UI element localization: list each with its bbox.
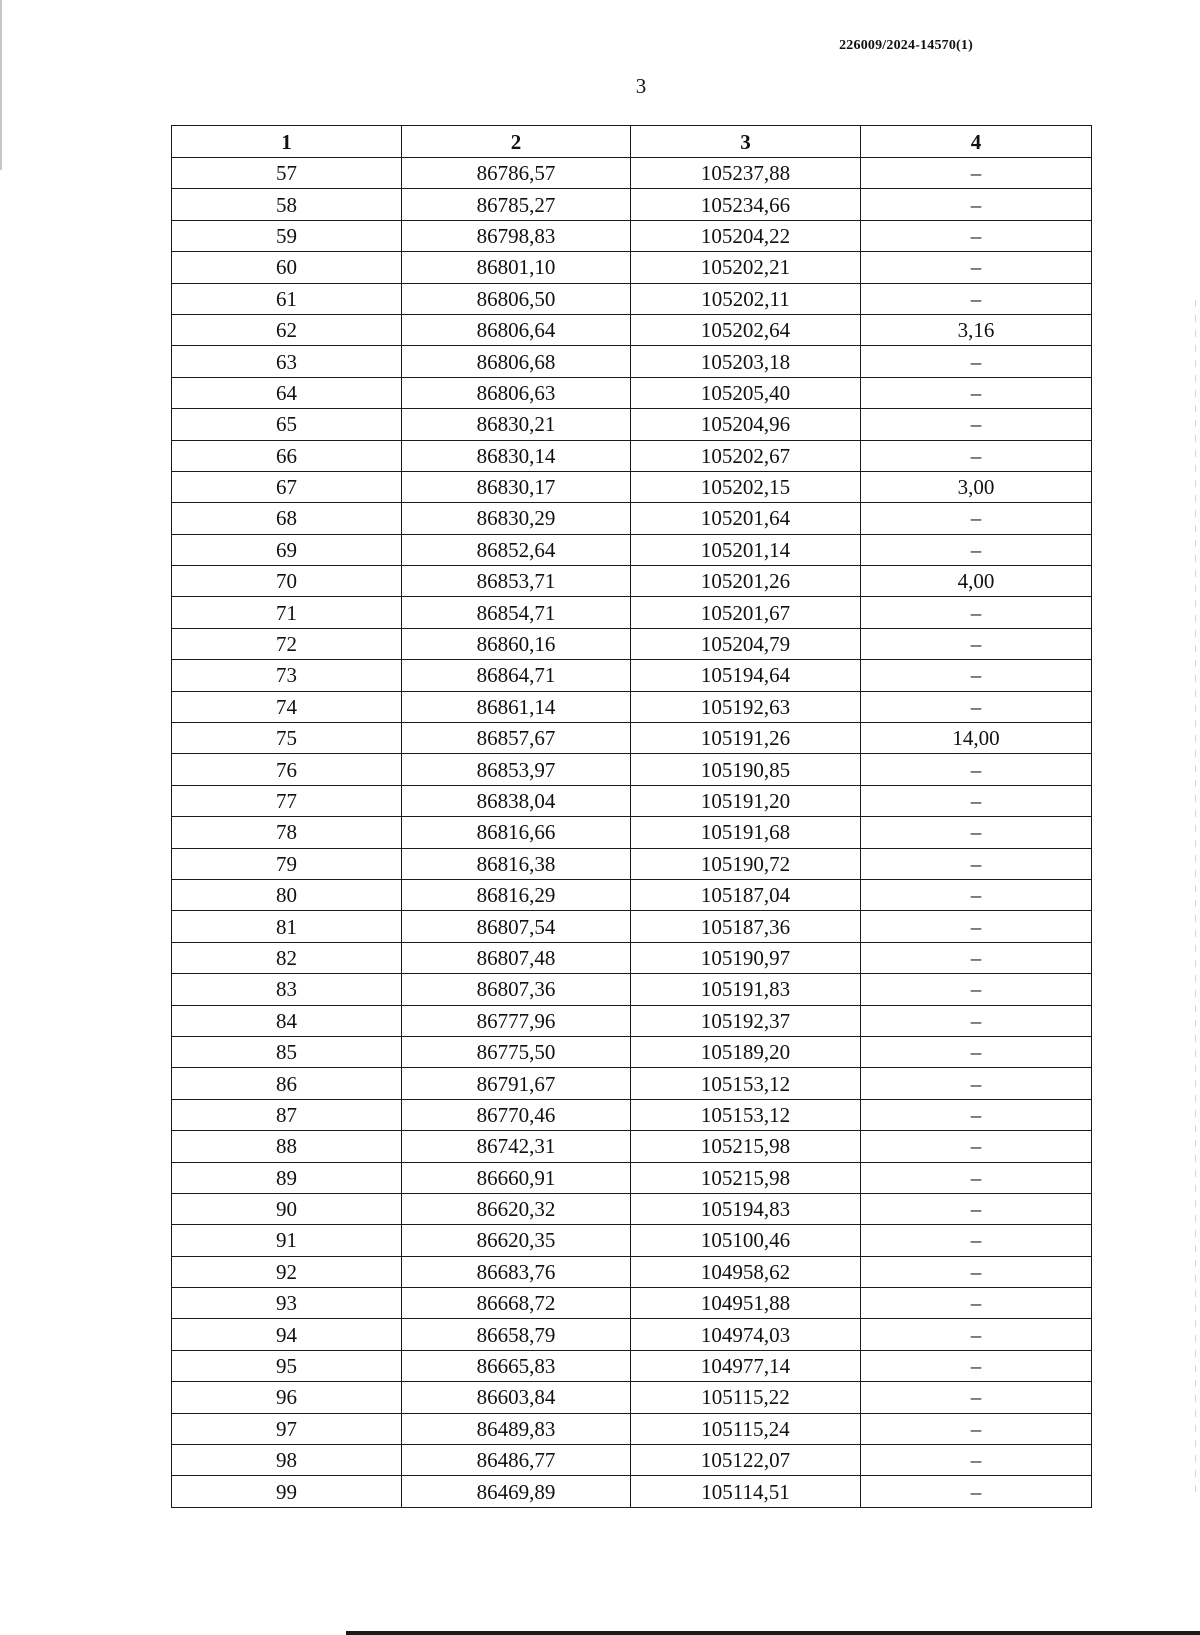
value-cell: – <box>861 597 1092 628</box>
point-number-cell: 58 <box>172 189 402 220</box>
table-row <box>172 1099 1092 1130</box>
table-row <box>172 471 1092 502</box>
table-row <box>172 566 1092 597</box>
y-coordinate-cell: 105201,26 <box>631 566 861 597</box>
value-cell: – <box>861 1319 1092 1350</box>
x-coordinate-cell: 86830,17 <box>402 471 631 502</box>
x-coordinate-cell: 86853,71 <box>402 566 631 597</box>
x-coordinate-cell: 86806,63 <box>402 377 631 408</box>
value-cell: – <box>861 1036 1092 1067</box>
table-row <box>172 252 1092 283</box>
point-number-cell: 73 <box>172 660 402 691</box>
table-row <box>172 1445 1092 1476</box>
table-row <box>172 785 1092 816</box>
x-coordinate-cell: 86830,21 <box>402 409 631 440</box>
x-coordinate-cell: 86830,14 <box>402 440 631 471</box>
x-coordinate-cell: 86786,57 <box>402 158 631 189</box>
table-row <box>172 440 1092 471</box>
y-coordinate-cell: 105202,67 <box>631 440 861 471</box>
x-coordinate-cell: 86668,72 <box>402 1288 631 1319</box>
point-number-cell: 86 <box>172 1068 402 1099</box>
y-coordinate-cell: 105204,79 <box>631 628 861 659</box>
point-number-cell: 80 <box>172 879 402 910</box>
value-cell: – <box>861 1068 1092 1099</box>
value-cell: – <box>861 440 1092 471</box>
table-row <box>172 723 1092 754</box>
y-coordinate-cell: 105153,12 <box>631 1068 861 1099</box>
point-number-cell: 89 <box>172 1162 402 1193</box>
table-row <box>172 346 1092 377</box>
y-coordinate-cell: 105187,04 <box>631 879 861 910</box>
point-number-cell: 77 <box>172 785 402 816</box>
table-row <box>172 1036 1092 1067</box>
table-row <box>172 879 1092 910</box>
x-coordinate-cell: 86806,50 <box>402 283 631 314</box>
table-row <box>172 691 1092 722</box>
value-cell: – <box>861 1288 1092 1319</box>
table-row <box>172 314 1092 345</box>
x-coordinate-cell: 86806,64 <box>402 314 631 345</box>
x-coordinate-cell: 86660,91 <box>402 1162 631 1193</box>
value-cell: – <box>861 1445 1092 1476</box>
x-coordinate-cell: 86853,97 <box>402 754 631 785</box>
point-number-cell: 63 <box>172 346 402 377</box>
table-row <box>172 974 1092 1005</box>
y-coordinate-cell: 105202,21 <box>631 252 861 283</box>
value-cell: – <box>861 1476 1092 1507</box>
y-coordinate-cell: 105115,22 <box>631 1382 861 1413</box>
y-coordinate-cell: 105190,97 <box>631 942 861 973</box>
x-coordinate-cell: 86785,27 <box>402 189 631 220</box>
value-cell: – <box>861 1225 1092 1256</box>
table-row <box>172 1288 1092 1319</box>
point-number-cell: 81 <box>172 911 402 942</box>
y-coordinate-cell: 105192,37 <box>631 1005 861 1036</box>
y-coordinate-cell: 104977,14 <box>631 1350 861 1381</box>
value-cell: – <box>861 409 1092 440</box>
point-number-cell: 78 <box>172 817 402 848</box>
table-row <box>172 1005 1092 1036</box>
value-cell: – <box>861 628 1092 659</box>
value-cell: – <box>861 283 1092 314</box>
y-coordinate-cell: 105122,07 <box>631 1445 861 1476</box>
y-coordinate-cell: 105202,11 <box>631 283 861 314</box>
y-coordinate-cell: 105189,20 <box>631 1036 861 1067</box>
point-number-cell: 93 <box>172 1288 402 1319</box>
x-coordinate-cell: 86861,14 <box>402 691 631 722</box>
value-cell: – <box>861 879 1092 910</box>
table-row <box>172 754 1092 785</box>
table-row <box>172 1413 1092 1444</box>
table-body <box>172 158 1092 1508</box>
table-row <box>172 220 1092 251</box>
point-number-cell: 61 <box>172 283 402 314</box>
value-cell: – <box>861 660 1092 691</box>
point-number-cell: 59 <box>172 220 402 251</box>
table-row <box>172 1256 1092 1287</box>
point-number-cell: 64 <box>172 377 402 408</box>
y-coordinate-cell: 105190,72 <box>631 848 861 879</box>
y-coordinate-cell: 105115,24 <box>631 1413 861 1444</box>
table-row <box>172 189 1092 220</box>
point-number-cell: 99 <box>172 1476 402 1507</box>
x-coordinate-cell: 86742,31 <box>402 1131 631 1162</box>
point-number-cell: 72 <box>172 628 402 659</box>
x-coordinate-cell: 86852,64 <box>402 534 631 565</box>
point-number-cell: 68 <box>172 503 402 534</box>
table-row <box>172 660 1092 691</box>
x-coordinate-cell: 86816,29 <box>402 879 631 910</box>
point-number-cell: 94 <box>172 1319 402 1350</box>
point-number-cell: 74 <box>172 691 402 722</box>
value-cell: – <box>861 974 1092 1005</box>
value-cell: – <box>861 1350 1092 1381</box>
table-row <box>172 503 1092 534</box>
table-row <box>172 1476 1092 1507</box>
table-row <box>172 1350 1092 1381</box>
x-coordinate-cell: 86777,96 <box>402 1005 631 1036</box>
x-coordinate-cell: 86665,83 <box>402 1350 631 1381</box>
x-coordinate-cell: 86486,77 <box>402 1445 631 1476</box>
x-coordinate-cell: 86620,32 <box>402 1193 631 1224</box>
y-coordinate-cell: 105201,64 <box>631 503 861 534</box>
table-row <box>172 848 1092 879</box>
value-cell: – <box>861 1256 1092 1287</box>
scan-edge-bottom <box>346 1631 1200 1635</box>
y-coordinate-cell: 105201,67 <box>631 597 861 628</box>
x-coordinate-cell: 86489,83 <box>402 1413 631 1444</box>
point-number-cell: 76 <box>172 754 402 785</box>
point-number-cell: 82 <box>172 942 402 973</box>
x-coordinate-cell: 86860,16 <box>402 628 631 659</box>
table-row <box>172 628 1092 659</box>
point-number-cell: 87 <box>172 1099 402 1130</box>
y-coordinate-cell: 105114,51 <box>631 1476 861 1507</box>
table-header <box>172 126 1092 158</box>
x-coordinate-cell: 86864,71 <box>402 660 631 691</box>
page-number: 3 <box>635 74 647 98</box>
point-number-cell: 70 <box>172 566 402 597</box>
point-number-cell: 83 <box>172 974 402 1005</box>
table-row <box>172 1225 1092 1256</box>
value-cell: – <box>861 1131 1092 1162</box>
table-row <box>172 1162 1092 1193</box>
point-number-cell: 97 <box>172 1413 402 1444</box>
value-cell: – <box>861 817 1092 848</box>
table-row <box>172 942 1092 973</box>
document-number: 226009/2024-14570(1) <box>839 38 973 53</box>
table-row <box>172 1193 1092 1224</box>
x-coordinate-cell: 86770,46 <box>402 1099 631 1130</box>
table-header-row <box>172 126 1092 158</box>
value-cell: – <box>861 942 1092 973</box>
y-coordinate-cell: 105202,64 <box>631 314 861 345</box>
point-number-cell: 66 <box>172 440 402 471</box>
column-header: 1 <box>172 126 402 158</box>
value-cell: 3,00 <box>861 471 1092 502</box>
y-coordinate-cell: 104951,88 <box>631 1288 861 1319</box>
table-row <box>172 409 1092 440</box>
value-cell: 4,00 <box>861 566 1092 597</box>
y-coordinate-cell: 105153,12 <box>631 1099 861 1130</box>
y-coordinate-cell: 105191,26 <box>631 723 861 754</box>
value-cell: – <box>861 1099 1092 1130</box>
point-number-cell: 60 <box>172 252 402 283</box>
x-coordinate-cell: 86775,50 <box>402 1036 631 1067</box>
y-coordinate-cell: 105191,20 <box>631 785 861 816</box>
table-row <box>172 1319 1092 1350</box>
x-coordinate-cell: 86791,67 <box>402 1068 631 1099</box>
value-cell: – <box>861 346 1092 377</box>
x-coordinate-cell: 86830,29 <box>402 503 631 534</box>
table-row <box>172 377 1092 408</box>
column-header: 4 <box>861 126 1092 158</box>
value-cell: – <box>861 848 1092 879</box>
x-coordinate-cell: 86603,84 <box>402 1382 631 1413</box>
value-cell: – <box>861 252 1092 283</box>
point-number-cell: 65 <box>172 409 402 440</box>
value-cell: – <box>861 1382 1092 1413</box>
point-number-cell: 88 <box>172 1131 402 1162</box>
table-row <box>172 817 1092 848</box>
y-coordinate-cell: 105205,40 <box>631 377 861 408</box>
value-cell: – <box>861 534 1092 565</box>
value-cell: – <box>861 1162 1092 1193</box>
point-number-cell: 95 <box>172 1350 402 1381</box>
y-coordinate-cell: 105192,63 <box>631 691 861 722</box>
table-row <box>172 911 1092 942</box>
scan-edge-right <box>1195 300 1196 1500</box>
x-coordinate-cell: 86469,89 <box>402 1476 631 1507</box>
column-header: 2 <box>402 126 631 158</box>
y-coordinate-cell: 105201,14 <box>631 534 861 565</box>
y-coordinate-cell: 104974,03 <box>631 1319 861 1350</box>
x-coordinate-cell: 86857,67 <box>402 723 631 754</box>
x-coordinate-cell: 86816,38 <box>402 848 631 879</box>
y-coordinate-cell: 105215,98 <box>631 1131 861 1162</box>
x-coordinate-cell: 86807,48 <box>402 942 631 973</box>
table-row <box>172 534 1092 565</box>
value-cell: – <box>861 911 1092 942</box>
table-row <box>172 597 1092 628</box>
point-number-cell: 90 <box>172 1193 402 1224</box>
y-coordinate-cell: 105194,64 <box>631 660 861 691</box>
value-cell: – <box>861 1193 1092 1224</box>
y-coordinate-cell: 105237,88 <box>631 158 861 189</box>
y-coordinate-cell: 105202,15 <box>631 471 861 502</box>
y-coordinate-cell: 104958,62 <box>631 1256 861 1287</box>
value-cell: 3,16 <box>861 314 1092 345</box>
value-cell: – <box>861 1413 1092 1444</box>
y-coordinate-cell: 105204,96 <box>631 409 861 440</box>
x-coordinate-cell: 86658,79 <box>402 1319 631 1350</box>
y-coordinate-cell: 105215,98 <box>631 1162 861 1193</box>
coordinates-table <box>171 125 1092 1508</box>
x-coordinate-cell: 86683,76 <box>402 1256 631 1287</box>
value-cell: – <box>861 220 1092 251</box>
value-cell: – <box>861 158 1092 189</box>
y-coordinate-cell: 105204,22 <box>631 220 861 251</box>
x-coordinate-cell: 86854,71 <box>402 597 631 628</box>
point-number-cell: 71 <box>172 597 402 628</box>
point-number-cell: 57 <box>172 158 402 189</box>
value-cell: – <box>861 1005 1092 1036</box>
table-row <box>172 1131 1092 1162</box>
y-coordinate-cell: 105194,83 <box>631 1193 861 1224</box>
point-number-cell: 85 <box>172 1036 402 1067</box>
value-cell: – <box>861 691 1092 722</box>
x-coordinate-cell: 86620,35 <box>402 1225 631 1256</box>
x-coordinate-cell: 86801,10 <box>402 252 631 283</box>
x-coordinate-cell: 86798,83 <box>402 220 631 251</box>
table-row <box>172 158 1092 189</box>
x-coordinate-cell: 86806,68 <box>402 346 631 377</box>
x-coordinate-cell: 86816,66 <box>402 817 631 848</box>
table-row <box>172 283 1092 314</box>
y-coordinate-cell: 105234,66 <box>631 189 861 220</box>
point-number-cell: 91 <box>172 1225 402 1256</box>
y-coordinate-cell: 105191,68 <box>631 817 861 848</box>
x-coordinate-cell: 86838,04 <box>402 785 631 816</box>
column-header: 3 <box>631 126 861 158</box>
x-coordinate-cell: 86807,54 <box>402 911 631 942</box>
value-cell: – <box>861 377 1092 408</box>
point-number-cell: 75 <box>172 723 402 754</box>
point-number-cell: 79 <box>172 848 402 879</box>
y-coordinate-cell: 105190,85 <box>631 754 861 785</box>
y-coordinate-cell: 105187,36 <box>631 911 861 942</box>
value-cell: – <box>861 754 1092 785</box>
point-number-cell: 67 <box>172 471 402 502</box>
x-coordinate-cell: 86807,36 <box>402 974 631 1005</box>
y-coordinate-cell: 105100,46 <box>631 1225 861 1256</box>
table-row <box>172 1068 1092 1099</box>
value-cell: 14,00 <box>861 723 1092 754</box>
point-number-cell: 62 <box>172 314 402 345</box>
point-number-cell: 92 <box>172 1256 402 1287</box>
value-cell: – <box>861 189 1092 220</box>
y-coordinate-cell: 105191,83 <box>631 974 861 1005</box>
y-coordinate-cell: 105203,18 <box>631 346 861 377</box>
point-number-cell: 96 <box>172 1382 402 1413</box>
table-row <box>172 1382 1092 1413</box>
point-number-cell: 84 <box>172 1005 402 1036</box>
value-cell: – <box>861 785 1092 816</box>
value-cell: – <box>861 503 1092 534</box>
point-number-cell: 69 <box>172 534 402 565</box>
point-number-cell: 98 <box>172 1445 402 1476</box>
